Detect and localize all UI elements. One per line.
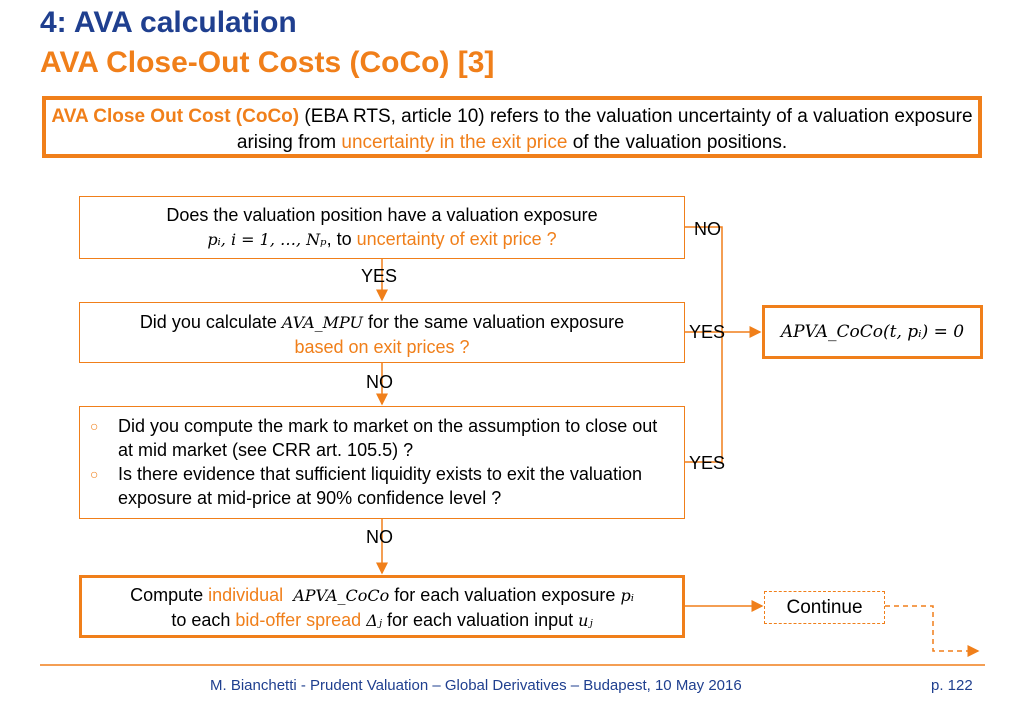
label-yes: YES (361, 266, 398, 286)
continue-box: Continue (764, 591, 885, 624)
label-yes: YES (689, 453, 726, 473)
compute-math-2: pᵢ (620, 586, 634, 605)
compute-math-4: uⱼ (578, 611, 593, 630)
label-no: NO (366, 527, 393, 547)
compute-highlight-2: bid-offer spread (235, 610, 362, 630)
compute-apva-box (79, 575, 685, 638)
q3-item-text: Did you compute the mark to market on the assumption to close out at mid market (see CRR art. 105.5) ? (118, 416, 658, 460)
question-mpu-box (79, 302, 685, 363)
page-number: p. 122 (931, 677, 973, 694)
connector-yes-q3 (685, 332, 722, 462)
q3-item (90, 414, 674, 462)
slide-title: 4: AVA calculation (40, 6, 297, 39)
compute-text-3: to each (171, 610, 236, 630)
circle-bullet-icon: ○ (90, 418, 99, 434)
connector-no-q1 (685, 227, 722, 332)
result-apva-zero: APVA_CoCo(t, pᵢ) = 0 (762, 305, 983, 359)
label-no: NO (694, 219, 721, 239)
connector-continue-next (885, 606, 978, 651)
q1-highlight: uncertainty of exit price ? (356, 229, 557, 249)
definition-text-2: of the valuation positions. (567, 132, 788, 153)
q1-line1: Does the valuation position have a valuation exposure (166, 205, 598, 225)
compute-highlight-1: individual (208, 585, 284, 605)
footer-text: M. Bianchetti - Prudent Valuation – Global Derivatives – Budapest, 10 May 2016 (210, 677, 742, 694)
definition-text-1: (EBA RTS, article 10) refers to the valuation uncertainty of a valuation exposure arising from (236, 106, 973, 153)
compute-math-3: Δⱼ (361, 611, 382, 630)
slide-subtitle: AVA Close-Out Costs (CoCo) [3] (40, 46, 495, 79)
q3-item-text: Is there evidence that sufficient liquidity exists to exit the valuation exposure at mid-price at 90% confidence level ? (118, 464, 642, 508)
q2-text-2: for the same valuation exposure (363, 312, 625, 332)
compute-text-4: for each valuation input (382, 610, 579, 630)
label-yes: YES (689, 322, 726, 342)
question-mid-market-box (79, 406, 685, 519)
compute-math-1: APVA_CoCo (293, 586, 390, 605)
q2-text-1: Did you calculate (139, 312, 282, 332)
q2-highlight: based on exit prices ? (294, 337, 470, 357)
compute-text-1: Compute (130, 585, 209, 605)
definition-highlight: uncertainty in the exit price (341, 132, 568, 153)
q1-math: pᵢ, i = 1, …, Nₚ (207, 230, 327, 249)
q1-text: , to (326, 229, 357, 249)
q2-math: AVA_MPU (281, 313, 364, 332)
label-no: NO (366, 372, 393, 392)
definition-term: AVA Close Out Cost (CoCo) (51, 106, 300, 127)
question-exposure-box (79, 196, 685, 259)
q3-item (90, 462, 674, 510)
circle-bullet-icon: ○ (90, 466, 99, 482)
compute-text-2: for each valuation exposure (389, 585, 621, 605)
